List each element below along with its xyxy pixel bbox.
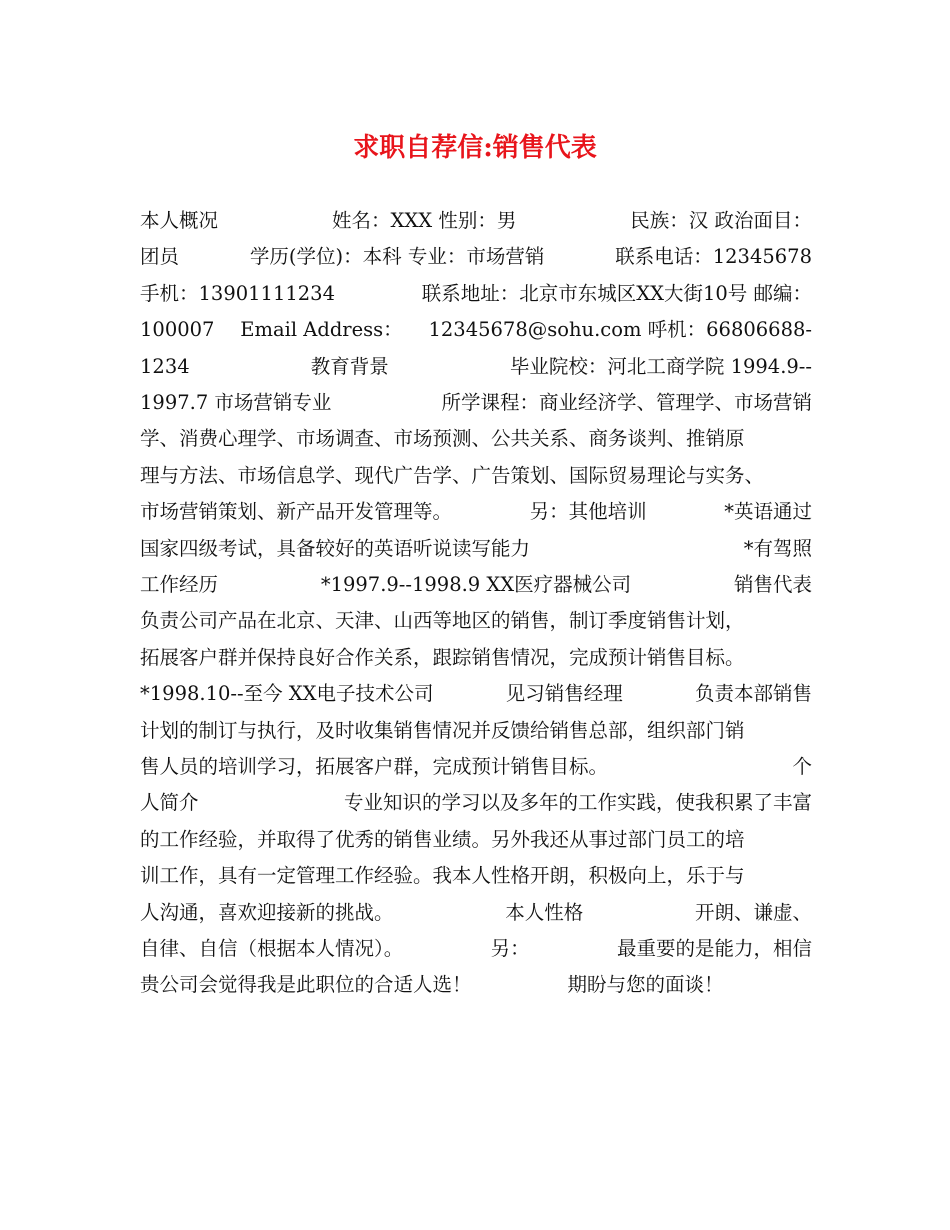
body-text: 自律、自信（根据本人情况）。 (140, 937, 404, 960)
body-text: *1997.9--1998.9 XX医疗器械公司 (320, 573, 632, 596)
body-text: 训工作，具有一定管理工作经验。我本人性格开朗，积极向上，乐于与 (140, 864, 745, 888)
body-text: 本人概况 (140, 209, 219, 232)
body-text: 最重要的是能力，相信 (616, 937, 812, 960)
body-text: 计划的制订与执行，及时收集销售情况并反馈给销售总部，组织部门销 (140, 718, 745, 742)
body-text: 另：其他培训 (529, 500, 647, 524)
body-text: 专业知识的学习以及多年的工作实践，使我积累了丰富 (343, 791, 812, 815)
body-text: 理与方法、市场信息学、现代广告学、广告策划、国际贸易理论与实务、 (140, 463, 765, 487)
body-text: 姓名：XXX 性别：男 (331, 209, 517, 232)
body-line (140, 749, 812, 785)
body-line (140, 421, 812, 457)
body-text: 的工作经验，并取得了优秀的销售业绩。另外我还从事过部门员工的培 (140, 827, 745, 851)
body-line (140, 931, 812, 967)
body-line (140, 239, 812, 275)
body-text: 个 (792, 755, 812, 778)
body-line (140, 312, 812, 348)
body-text: 人简介 (140, 791, 199, 815)
body-text: 负责本部销售 (694, 682, 812, 706)
body-text: 开朗、谦虚、 (694, 900, 812, 924)
body-line (140, 676, 812, 712)
body-line (140, 785, 812, 821)
body-text: 人沟通，喜欢迎接新的挑战。 (140, 900, 394, 924)
body-line (140, 567, 812, 603)
body-line (140, 349, 812, 385)
body-text: 学、消费心理学、市场调查、市场预测、公共关系、商务谈判、推销原 (140, 427, 745, 451)
body-line (140, 494, 812, 530)
body-line (140, 203, 812, 239)
body-text: 贵公司会觉得我是此职位的合适人选！ (140, 973, 472, 997)
body-line (140, 531, 812, 567)
body-text: 1997.7 市场营销专业 (140, 391, 332, 414)
body-line (140, 895, 812, 931)
body-text: 手机：13901111234 (140, 281, 335, 305)
body-line (140, 713, 812, 749)
body-line (140, 858, 812, 894)
body-text: 学历(学位)：本科 专业：市场营销 (249, 245, 545, 269)
body-text: 售人员的培训学习，拓展客户群，完成预计销售目标。 (140, 755, 609, 778)
body-text: *有驾照 (743, 536, 812, 560)
body-line (140, 385, 812, 421)
body-text: 毕业院校：河北工商学院 1994.9-- (509, 354, 812, 378)
body-line (140, 276, 812, 312)
body-text: 教育背景 (310, 354, 389, 378)
body-text: 100007 (140, 318, 215, 342)
body-line (140, 458, 812, 494)
body-text: 拓展客户群并保持良好合作关系，跟踪销售情况，完成预计销售目标。 (140, 645, 745, 669)
body-text: 联系地址：北京市东城区XX大街10号 邮编： (421, 281, 812, 305)
body-text: 1234 (140, 354, 190, 378)
body-text: 负责公司产品在北京、天津、山西等地区的销售，制订季度销售计划， (140, 609, 745, 633)
body-line (140, 822, 812, 858)
body-line (140, 603, 812, 639)
body-text: 期盼与您的面谈！ (567, 973, 724, 997)
body-text: 工作经历 (140, 573, 219, 596)
body-line (140, 640, 812, 676)
page-title: 求职自荐信:销售代表 (353, 133, 597, 163)
body-text: *1998.10--至今 XX电子技术公司 (140, 682, 434, 706)
body-text: 所学课程：商业经济学、管理学、市场营销 (441, 391, 812, 414)
body-text: 市场营销策划、新产品开发管理等。 (140, 500, 453, 524)
body-text: 民族：汉 政治面目： (630, 209, 812, 232)
body-text: 销售代表 (733, 573, 812, 596)
body-text: 团员 (140, 245, 180, 269)
body-text: 12345678@sohu.com 呼机：66806688- (428, 318, 812, 342)
body-text: 本人性格 (505, 900, 584, 924)
body-text: 国家四级考试，具备较好的英语听说读写能力 (140, 536, 531, 560)
body-text: 联系电话：12345678 (615, 245, 812, 269)
body-line (140, 967, 812, 1003)
body-text: 另： (490, 937, 530, 960)
body-text: Email Address： (240, 318, 403, 342)
body-text: *英语通过 (724, 500, 812, 524)
body-text: 见习销售经理 (505, 682, 623, 706)
